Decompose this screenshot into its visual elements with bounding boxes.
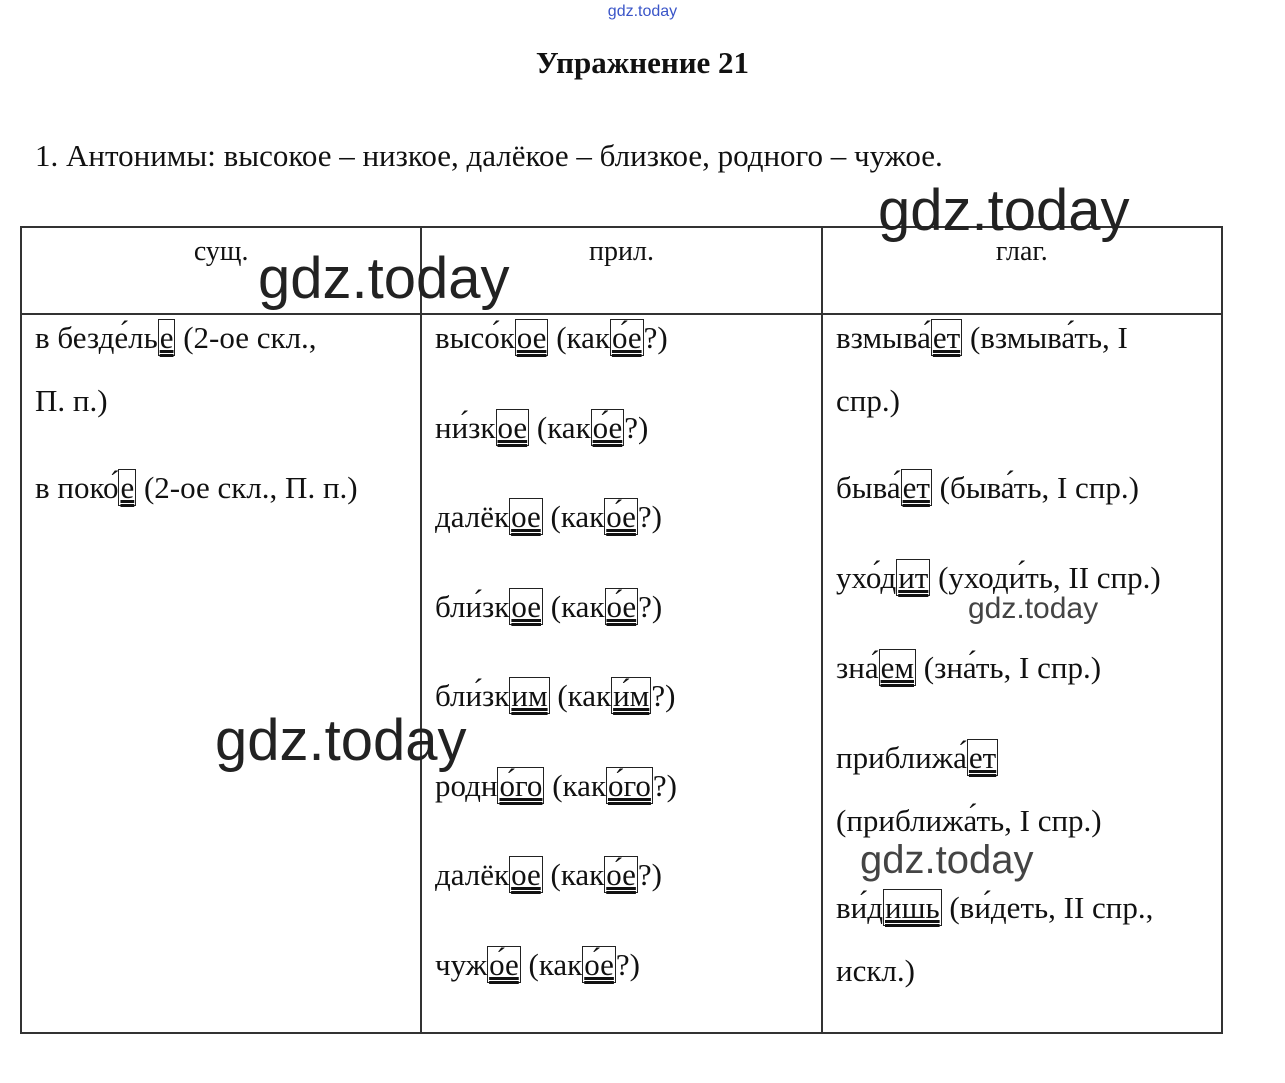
adjective-entry: бли́зким (каки́м?) [435,678,676,713]
watermark: gdz.today [258,246,510,311]
header-nouns: сущ. [21,227,421,314]
verb-entry: зна́ем (зна́ть, I спр.) [836,650,1102,685]
watermark: gdz.today [968,592,1099,625]
watermark: gdz.today [215,708,467,773]
adjective-entry: высо́кое (како́е?) [435,320,668,355]
verb-entry-cont: спр.) [836,383,900,418]
verb-entry: приближа́ет [836,740,997,775]
page-title: Упражнение 21 [535,45,750,80]
ending-box: е [159,320,174,355]
nouns-column [21,314,421,1033]
header-adjectives: прил. [421,227,821,314]
antonyms-line: 1. Антонимы: высокое – низкое, далёкое – близкое, родного – чужое. [35,138,943,173]
adjective-entry: далёкое (како́е?) [435,499,662,534]
header-verbs: глаг. [822,227,1222,314]
verb-entry: быва́ет (быва́ть, I спр.) [836,470,1139,505]
verb-entry: взмыва́ет (взмыва́ть, I [836,320,1128,355]
adjective-entry: родно́го (како́го?) [435,768,677,803]
adjective-entry: ни́зкое (како́е?) [435,410,649,445]
watermark: gdz.today [878,178,1130,243]
verb-entry-cont: (приближа́ть, I спр.) [836,803,1102,838]
noun-entry: в безде́лье (2-ое скл., [35,320,317,355]
verb-entry-cont: искл.) [836,953,915,988]
verb-entry: ви́дишь (ви́деть, II спр., [836,890,1154,925]
adjective-entry: бли́зкое (како́е?) [435,589,663,624]
noun-entry: в поко́е (2-ое скл., П. п.) [35,470,358,505]
noun-entry-cont: П. п.) [35,383,108,418]
adjective-entry: далёкое (како́е?) [435,857,662,892]
verb-entry: ухо́дит (уходи́ть, II спр.) [836,560,1161,595]
ending-box: е [120,470,135,505]
watermark: gdz.today [860,838,1034,882]
adjective-entry: чужо́е (како́е?) [435,947,640,982]
watermark-top: gdz.today [607,3,678,20]
